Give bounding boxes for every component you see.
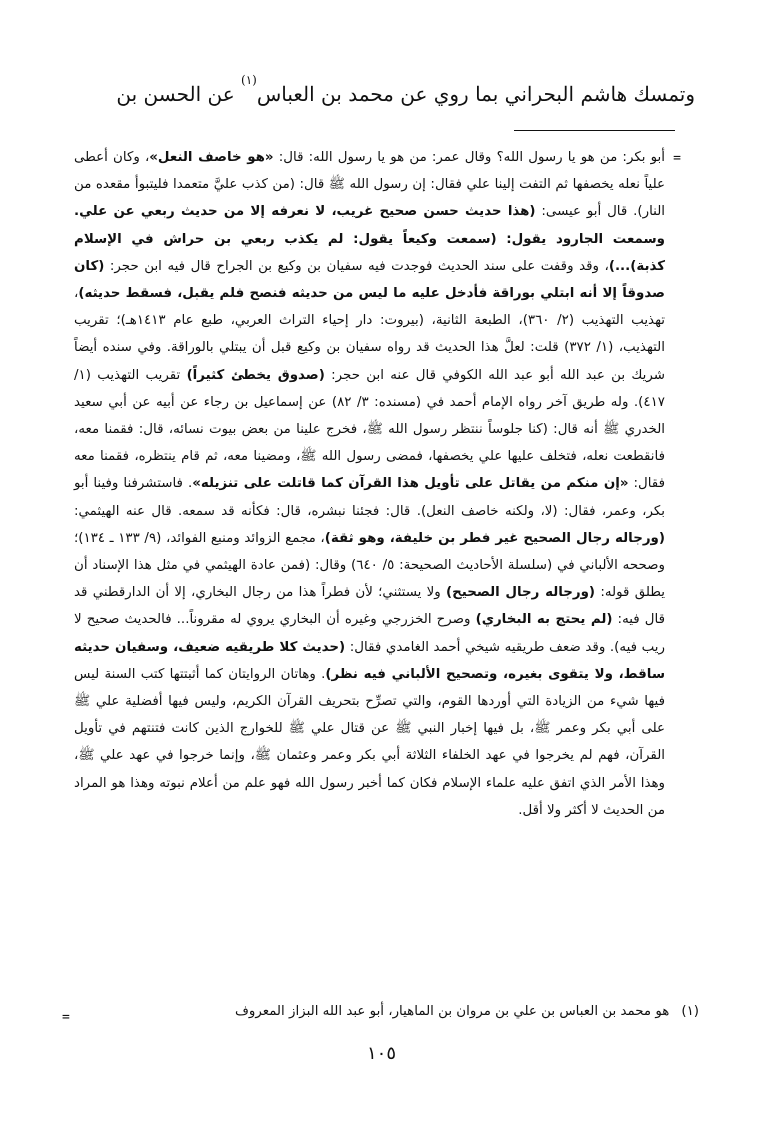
bold-quotation: (كان صدوقاً إلا أنه ابتلي بوراقة فأدخل عليه ما ليس من حديثه فنصح فلم يقبل، فسقط حديثه) [74, 258, 665, 302]
page-number: ١٠٥ [366, 1043, 396, 1064]
bold-quotation: «هو خاصف النعل» [149, 150, 274, 165]
bold-quotation: (صدوق يخطئ كثيراً) [186, 367, 325, 383]
text-run: . وهاتان الروايتان كما أثبتتها كتب السنة ليس فيها شيء من الزيادة التي أوردها القوم، والتي تصرِّح بتحريف القرآن الكريم، وليس فيها أفضلية علي ﷺ على أبي بكر وعمر ﷺ، بل فيها إخبار النبي ﷺ عن قتال علي ﷺ للخوارج الذين كانت فتنتهم في تأويل القرآن، فهم لم يخرجوا في عهد الخلفاء الثلاثة أبي بكر وعمر وعثمان ﷺ، وإنما خرجوا في عهد علي ﷺ، وهذا الأمر الذي اتفق عليه علماء الإسلام فكان كما أخبر رسول الله فهو علم من أعلام نبوته وهذا هو المراد من الحديث لا أكثر ولا أقل. [74, 666, 665, 818]
bold-quotation: (ورجاله رجال الصحيح) [446, 585, 596, 601]
main-text-line [70, 74, 695, 114]
text-run: . فاستشرفنا وفينا أبو بكر، وعمر، فقال: (لا، ولكنه خاصف النعل). قال: فجئنا نبشره، قال: فكأنه قد سمعه. قال عنه الهيثمي: [74, 476, 665, 519]
bold-quotation: (حديث كلا طريقيه ضعيف، وسفيان حديثه ساقط، ولا يتقوى بغيره، وتصحيح الألباني فيه نظر) [74, 639, 665, 682]
bold-quotation: «إن منكم من يقاتل على تأويل هذا القرآن كما قاتلت على تنزيله» [192, 476, 629, 492]
text-run: تقريب التهذيب (١/ ٤١٧). وله طريق آخر رواه الإمام أحمد في (مسنده: ٣/ ٨٢) عن إسماعيل بن رجاء عن أبيه عن أبي سعيد الخدري ﷺ أنه قال: (كنا جلوساً ننتظر رسول الله ﷺ، فخرج علينا من بعض بيوت نسائه، قال: فقمنا معه، فانقطعت نعله، فتخلف عليها علي يخصفها، فمضى رسول الله ﷺ، ومضينا معه، ثم قام ينتظره، فقمنا معه فقال: [74, 367, 665, 492]
text-run: وصرح الخزرجي وغيره أن البخاري يروي له مقروناً... فالحديث صحيح لا ريب فيه). وقد ضعف طريقيه شيخي أحمد الغامدي فقال: [74, 612, 665, 655]
bold-quotation: (لم يحتج به البخاري) [475, 612, 613, 628]
bold-quotation: (ورجاله رجال الصحيح غير فطر بن خليفة، وهو ثقة) [324, 530, 665, 546]
text-run: ، تهذيب التهذيب (٢/ ٣٦٠)، الطبعة الثانية، (بيروت: دار إحياء التراث العربي، طبع عام ١٤١٣هـ)؛ تقريب التهذيب، (١/ ٣٧٢) قلت: لعلَّ هذا الحديث قد رواه سفيان بن وكيع قبل أن يبتلي بالوراقة. وفي سنده أيضاً شريك بن عبد الله أبو عبد الله الكوفي قال عنه ابن حجر: [74, 286, 665, 383]
text-run: ، وقد وقفت على سند الحديث فوجدت فيه سفيان بن وكيع بن الجراح قال فيه ابن حجر: [104, 258, 609, 274]
footnote-continuation [74, 144, 665, 824]
main-text-after-marker: عن الحسن بن [116, 82, 235, 106]
continuation-mark-bottom: = [62, 1010, 70, 1025]
text-run: أبو بكر: من هو يا رسول الله؟ وقال عمر: من هو يا رسول الله: قال: [273, 150, 665, 165]
text-run: ، وكان أعطى علياً نعله يخصفها ثم التفت إلينا علي فقال: إن رسول الله ﷺ قال: (من كذب عليَّ متعمدا فليتبوأ مقعده من النار). قال أبو عيسى: [74, 150, 665, 220]
footnote-paragraph [74, 144, 665, 824]
bold-quotation: (هذا حديث حسن صحيح غريب، لا نعرفه إلا من حديث ربعي عن علي. وسمعت الجارود يقول: (سمعت وكيعاً يقول: لم يكذب ربعي بن حراش في الإسلام كذبة)...) [74, 204, 665, 274]
footnote-text: هو محمد بن العباس بن علي بن مروان بن الماهيار، أبو عبد الله البزاز المعروف [235, 1004, 670, 1019]
footnote-marker: (١) [241, 73, 257, 87]
text-run: ولا يستثني؛ لأن فطراً هذا من رجال البخاري، إلا أن الدارقطني قد قال فيه: [74, 585, 665, 628]
footnote-separator-rule [514, 130, 675, 131]
footnote-1 [80, 998, 699, 1025]
continuation-mark-top: = [673, 151, 681, 166]
footnote-number: (١) [681, 1004, 699, 1019]
main-text-before-marker: وتمسك هاشم البحراني بما روي عن محمد بن العباس [256, 82, 695, 106]
text-run: ، مجمع الزوائد ومنبع الفوائد، (٩/ ١٣٣ ـ ١٣٤)؛ وصححه الألباني في (سلسلة الأحاديث الصحيحة: ٥/ ٦٤٠) وقال: (فمن عادة الهيثمي في مثل هذا الإسناد أن يطلق قوله: [74, 530, 666, 601]
